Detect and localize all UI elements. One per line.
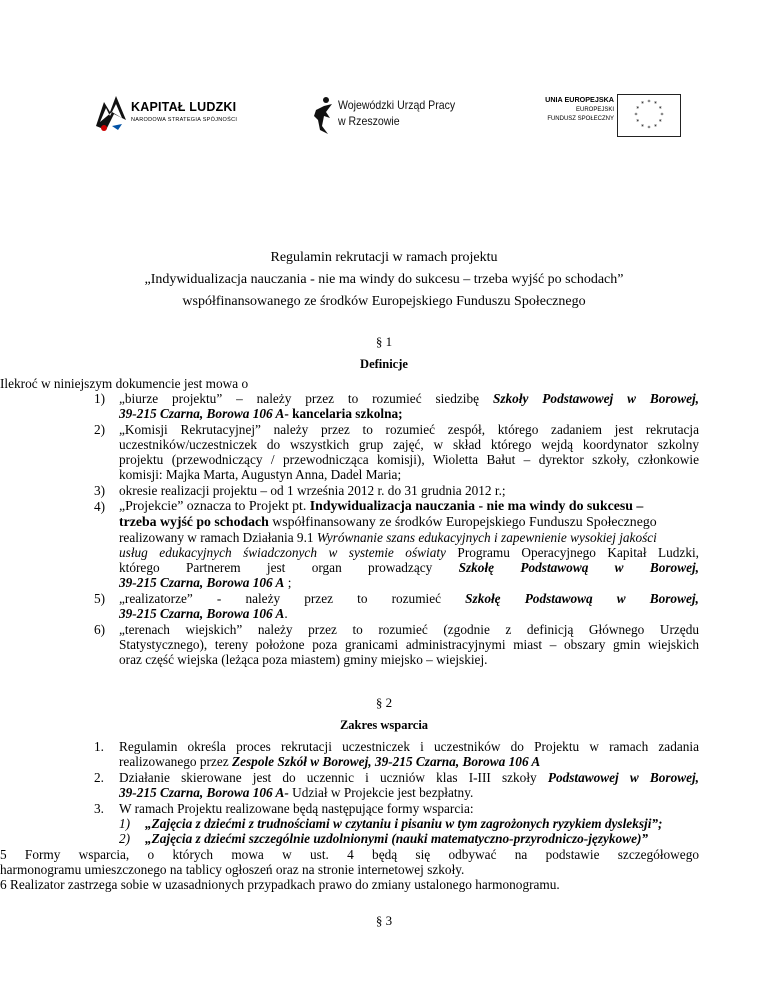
- section-2-symbol: § 2: [375, 695, 393, 710]
- s2-item-3-line-1: W ramach Projektu realizowane będą następujące formy wsparcia:: [119, 801, 474, 816]
- wup-figure-icon: [312, 96, 336, 136]
- item-4-line-5: którego Partnerem jest organ prowadzący Szkołę Podstawową w Borowej,: [119, 560, 699, 575]
- item-number: 2): [94, 422, 106, 437]
- item-2-line-1: „Komisji Rekrutacyjnej” należy przez to rozumieć zespół, którego zadaniem jest rekrutacja: [119, 422, 699, 437]
- s2-item-1-line-1: Regulamin określa proces rekrutacji uczestniczek i uczestników do Projektu w ramach zadania: [119, 739, 699, 754]
- section-1-symbol: § 1: [375, 334, 393, 349]
- item-4-line-1: „Projekcie” oznacza to Projekt pt. Indywidualizacja nauczania - nie ma windy do sukcesu –: [119, 498, 644, 513]
- item-2-line-3: projektu (przewodniczący / przewodnicząca komisji), Wioletta Bałut – dyrektor szkoły, członkowie: [119, 452, 699, 467]
- section-1-intro: Ilekroć w niniejszym dokumencie jest mowa o: [0, 376, 249, 391]
- section-1-heading: Definicje: [360, 357, 408, 371]
- subitem-number: 1): [119, 816, 131, 831]
- s2-item-2-line-2: 39-215 Czarna, Borowa 106 A- Udział w Projekcie jest bezpłatny.: [119, 785, 474, 800]
- wup-line1: Wojewódzki Urząd Pracy: [338, 98, 456, 112]
- item-2-line-2: uczestników/uczestniczek do wszystkich grup zajęć, w skład którego wejdą koordynator szkolny: [119, 437, 699, 452]
- s2-item-2-line-1: Działanie skierowane jest do uczennic i uczniów klas I-III szkoły Podstawowej w Borowej,: [119, 770, 700, 785]
- eu-flag-icon: [617, 94, 681, 137]
- s2-item-1-line-2: realizowanego przez Zespole Szkół w Borowej, 39-215 Czarna, Borowa 106 A: [119, 754, 541, 769]
- item-4-line-3: realizowany w ramach Działania 9.1 Wyrównanie szans edukacyjnych i zapewnienie wysokiej jakości: [119, 530, 657, 545]
- item-number: 3): [94, 483, 106, 498]
- item-6-line-1: „terenach wiejskich” należy przez to rozumieć (zgodnie z definicją Głównego Urzędu: [119, 622, 699, 637]
- wup-logo: [312, 92, 492, 142]
- para-5-line-1: 5 Formy wsparcia, o których mowa w ust. 4 będą się odbywać na podstawie szczegółowego: [0, 847, 699, 862]
- kapital-ludzki-subtitle: NARODOWA STRATEGIA SPÓJNOŚCI: [131, 117, 238, 123]
- svg-text:*: *: [654, 100, 657, 108]
- eu-line2: EUROPEJSKI: [575, 107, 614, 113]
- svg-text:*: *: [658, 105, 662, 113]
- item-5-line-2: 39-215 Czarna, Borowa 106 A.: [119, 606, 288, 621]
- svg-text:*: *: [636, 118, 640, 126]
- section-3-symbol: § 3: [375, 913, 393, 928]
- item-6-line-3: oraz część wiejska (leżąca poza miastem) gminy miejsko – wiejskiej.: [119, 652, 488, 667]
- item-number: 4): [94, 499, 106, 514]
- item-6-line-2: Statystycznego), tereny położone poza granicami administracyjnymi miast – obszary gmin wiejskich: [119, 637, 699, 652]
- subitem-number: 2): [119, 831, 131, 846]
- item-number: 2.: [94, 770, 104, 785]
- kapital-ludzki-name: KAPITAŁ LUDZKI: [131, 100, 237, 114]
- svg-text:*: *: [641, 123, 644, 131]
- para-6: 6 Realizator zastrzega sobie w uzasadnionych przypadkach prawo do zmiany ustalonego harmonogramu.: [0, 877, 560, 892]
- item-4-line-2: trzeba wyjść po schodach współfinansowany ze środków Europejskiego Funduszu Społecznego: [119, 514, 657, 529]
- kapital-ludzki-icon: [94, 92, 128, 132]
- svg-text:*: *: [647, 125, 651, 132]
- item-4-line-4: usług edukacyjnych świadczonych w systemie oświaty Programu Operacyjnego Kapitał Ludzki,: [119, 545, 699, 560]
- item-number: 1): [94, 391, 106, 406]
- item-2-line-4: komisji: Majka Marta, Augustyn Anna, Dadel Maria;: [119, 467, 402, 482]
- section-2-heading: Zakres wsparcia: [339, 718, 429, 732]
- kapital-ludzki-logo: [94, 88, 244, 138]
- svg-text:*: *: [660, 112, 664, 119]
- wup-line2: w Rzeszowie: [338, 114, 400, 128]
- subitem-2: „Zajęcia z dziećmi szczególnie uzdolnionymi (nauki matematyczno-przyrodniczo-językowe)”: [145, 831, 649, 846]
- svg-text:*: *: [654, 123, 657, 131]
- title-line-2: „Indywidualizacja nauczania - nie ma windy do sukcesu – trzeba wyjść po schodach”: [144, 272, 624, 287]
- item-number: 5): [94, 591, 106, 606]
- item-3-line-1: okresie realizacji projektu – od 1 września 2012 r. do 31 grudnia 2012 r.;: [119, 483, 506, 498]
- svg-text:*: *: [647, 99, 651, 106]
- item-5-line-1: „realizatorze” - należy przez to rozumieć Szkołę Podstawową w Borowej,: [119, 591, 699, 606]
- svg-text:*: *: [658, 118, 662, 126]
- title-line-1: Regulamin rekrutacji w ramach projektu: [270, 250, 498, 265]
- svg-text:*: *: [636, 105, 640, 113]
- item-4-line-6: 39-215 Czarna, Borowa 106 A ;: [119, 575, 292, 590]
- eu-line1: UNIA EUROPEJSKA: [545, 95, 614, 104]
- item-number: 6): [94, 622, 106, 637]
- svg-text:*: *: [634, 112, 638, 119]
- para-5-line-2: harmonogramu umieszczonego na tablicy ogłoszeń oraz na stronie internetowej szkoły.: [0, 862, 465, 877]
- item-number: 3.: [94, 801, 104, 816]
- item-number: 1.: [94, 739, 104, 754]
- subitem-1: „Zajęcia z dziećmi z trudnościami w czytaniu i pisaniu w tym zagrożonych ryzykiem dysleksji”;: [145, 816, 663, 831]
- eu-line3: FUNDUSZ SPOŁECZNY: [547, 116, 614, 122]
- item-1-line-1: „biurze projektu” – należy przez to rozumieć siedzibę Szkoły Podstawowej w Borowej,: [119, 391, 699, 406]
- title-line-3: współfinansowanego ze środków Europejskiego Funduszu Społecznego: [182, 294, 586, 309]
- svg-text:*: *: [641, 100, 644, 108]
- eu-logo: [536, 94, 681, 136]
- item-1-line-2: 39-215 Czarna, Borowa 106 A- kancelaria szkolna;: [119, 406, 403, 421]
